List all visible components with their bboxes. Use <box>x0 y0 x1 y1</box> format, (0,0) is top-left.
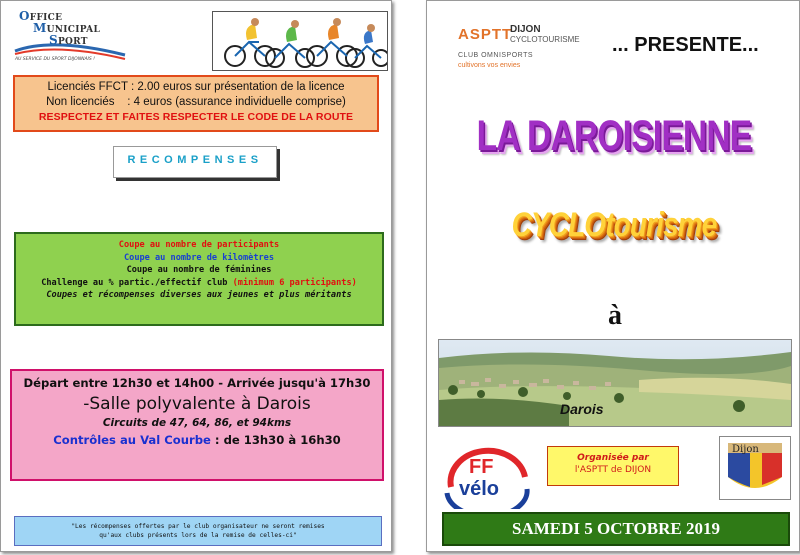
landscape-image-icon <box>439 340 791 426</box>
rewards-note <box>14 516 382 546</box>
ff-velo-logo <box>441 437 533 509</box>
dijon-city-logo <box>719 436 791 500</box>
asptt-cyclotourisme: CYCLOTOURISME <box>510 35 580 44</box>
asptt-slogan: cultivons vos envies <box>458 62 521 69</box>
asptt-city: DIJON <box>510 24 541 35</box>
flyer-left-page <box>0 0 392 552</box>
recompenses-header <box>113 146 277 178</box>
cyclists-illustration <box>212 11 388 71</box>
logo-letter-m: M <box>33 21 47 35</box>
darois-landscape-photo <box>438 339 792 427</box>
venue: -Salle polyvalente à Darois <box>83 394 311 414</box>
logo-letter-s: S <box>49 33 58 47</box>
controls-times: : de 13h30 à 16h30 <box>210 433 341 447</box>
organised-by: Organisée par <box>577 453 649 463</box>
controls-location: Contrôles au Val Courbe <box>53 433 211 447</box>
asptt-mark: ASPTT <box>458 26 513 43</box>
logo-word-sport: PORT <box>57 37 88 47</box>
dijon-shield-icon <box>720 437 790 499</box>
award-kilometres: Coupe au nombre de kilomètres <box>123 252 275 263</box>
departure-times: Départ entre 12h30 et 14h00 - Arrivée jusqu'à 17h30 <box>23 376 371 390</box>
organiser-name: l'ASPTT de DIJON <box>574 465 652 475</box>
circuits: Circuits de 47, 64, 86, et 94kms <box>102 417 292 429</box>
ff-letters: FF <box>469 456 494 478</box>
recompenses-title: RECOMPENSES <box>127 154 263 166</box>
velo-word: vélo <box>459 478 500 500</box>
cyclotourisme-subtitle: CYCLOtourisme <box>511 206 717 244</box>
road-code-warning: RESPECTEZ ET FAITES RESPECTER LE CODE DE LA ROUTE <box>38 111 354 123</box>
organiser-box <box>547 446 679 486</box>
award-challenge-min: (minimum 6 participants) <box>232 277 357 288</box>
logo-word-municipal: UNICIPAL <box>46 25 101 35</box>
darois-label: Darois <box>560 401 604 417</box>
award-challenge-text: Challenge au % partic./effectif club <box>41 277 233 288</box>
asptt-dijon-logo <box>456 22 596 74</box>
award-youth: Coupes et récompenses diverses aux jeunes et plus méritants <box>46 290 352 300</box>
event-date-banner: SAMEDI 5 OCTOBRE 2019 <box>442 512 790 546</box>
note-line-2: qu'aux clubs présents lors de la remise de celles-ci" <box>99 532 297 539</box>
office-municipal-sport-logo <box>13 7 129 65</box>
award-participants: Coupe au nombre de participants <box>118 240 280 250</box>
note-line-1: "Les récompenses offertes par le club organisateur ne seront remises <box>71 523 325 530</box>
presente-text: ... PRESENTE... <box>612 34 759 56</box>
award-challenge <box>16 277 382 290</box>
award-feminines: Coupe au nombre de féminines <box>126 265 272 275</box>
dijon-word: Dijon <box>732 444 759 455</box>
controls <box>12 433 382 447</box>
logo-tagline: AU SERVICE DU SPORT DIJONNAIS ! <box>15 57 95 62</box>
pricing-box <box>13 75 379 132</box>
price-unlicensed: Non licenciés : 4 euros (assurance individuelle comprise) <box>46 96 346 108</box>
asptt-club: CLUB OMNISPORTS <box>458 52 534 59</box>
preposition-a: à <box>608 300 622 331</box>
ff-velo-icon <box>441 437 533 509</box>
event-info-box <box>10 369 384 481</box>
logo-letter-o: O <box>19 9 30 23</box>
price-licensed: Licenciés FFCT : 2.00 euros sur présentation de la licence <box>47 81 345 93</box>
cyclists-icon <box>213 12 387 70</box>
awards-box <box>14 232 384 326</box>
event-title: LA DAROISIENNE <box>476 112 752 160</box>
logo-word-office: FFICE <box>29 13 63 23</box>
